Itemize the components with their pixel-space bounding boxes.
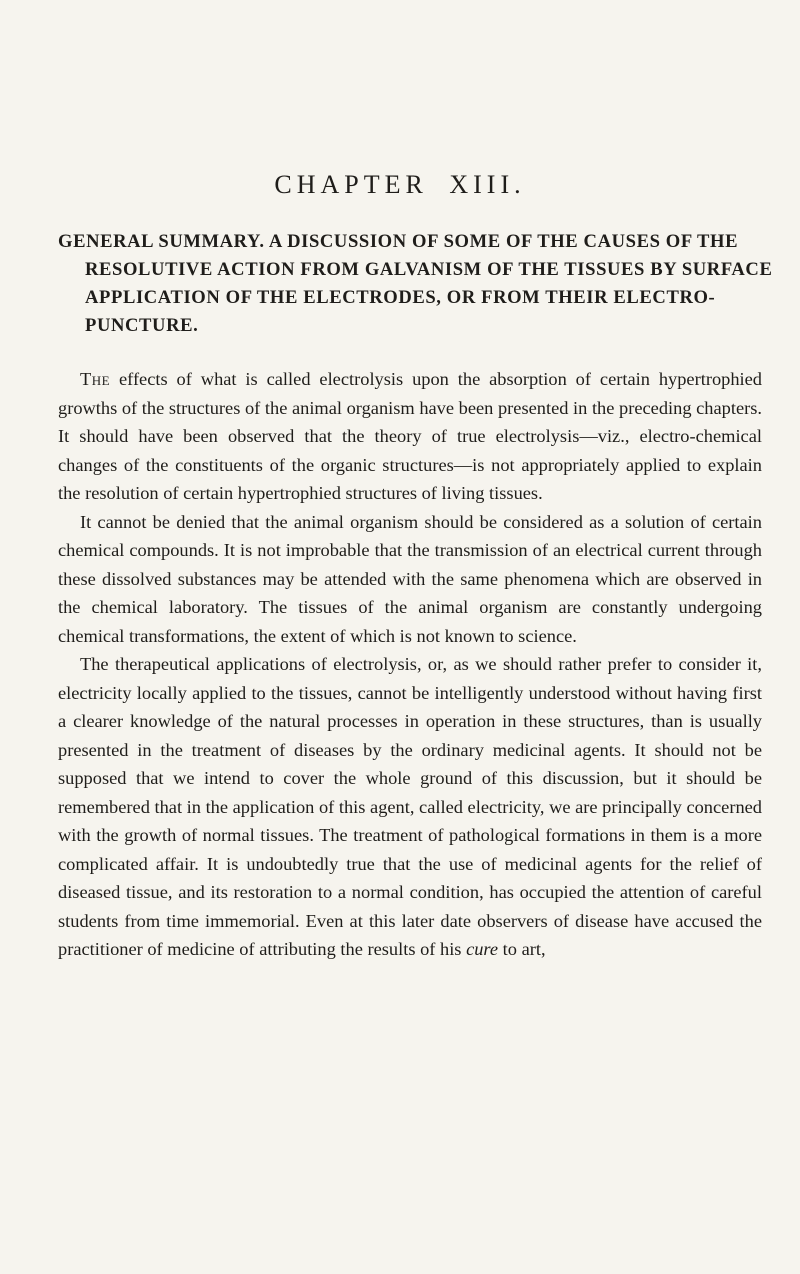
paragraph-lead-word: The: [80, 369, 111, 389]
paragraph-2-text: It cannot be denied that the animal organism should be considered as a solution of certain chemical compounds. It is not improbable that the transmission of an electrical current through these dissolved substances may be attended with the same phenomena which are observed in the chemical laboratory. The tissues of the animal organism are constantly undergoing chemical transformations, the extent of which is not known to science.: [58, 511, 762, 646]
paragraph-3-text: The therapeutical applications of electrolysis, or, as we should rather prefer to consider it, electricity locally applied to the tissues, cannot be intelligently understood without having first a clearer knowledge of the natural processes in operation in these structures, than is usually presented in the treatment of diseases by the ordinary medicinal agents. It should not be supposed that we intend to cover the whole ground of this discussion, but it should be remembered that in the application of this agent, called electricity, we are principally concerned with the growth of normal tissues. The treatment of pathological formations in them is a more complicated affair. It is undoubtedly true that the use of medicinal agents for the relief of diseased tissue, and its restoration to a normal condition, has occupied the attention of careful students from time immemorial. Even at this later date observers of disease have accused the practitioner of medicine of attributing the results of his: [58, 654, 762, 959]
paragraph-3: [58, 650, 762, 964]
paragraph-1-text: effects of what is called electrolysis upon the absorption of certain hypertrophied growths of the structures of the animal organism have been presented in the preceding chapters. It should have been observed that the theory of true electrolysis—viz., electro-chemical changes of the constituents of the organic structures—is not appropriately applied to explain the resolution of certain hypertrophied structures of living tissues.: [58, 369, 762, 503]
chapter-body: [58, 365, 762, 964]
paragraph-2: [58, 508, 762, 651]
chapter-subtitle: GENERAL SUMMARY. A DISCUSSION OF SOME OF THE CAUSES OF THE RESOLUTIVE ACTION FROM GALVANISM OF THE TISSUES BY SURFACE APPLICATION OF THE ELECTRODES, OR FROM THEIR ELECTRO-PUNCTURE.: [58, 231, 773, 336]
chapter-title: CHAPTER XIII.: [274, 170, 526, 199]
paragraph-3-tail: to art,: [498, 939, 546, 959]
paragraph-1: [58, 365, 762, 508]
italic-word: cure: [466, 939, 499, 959]
